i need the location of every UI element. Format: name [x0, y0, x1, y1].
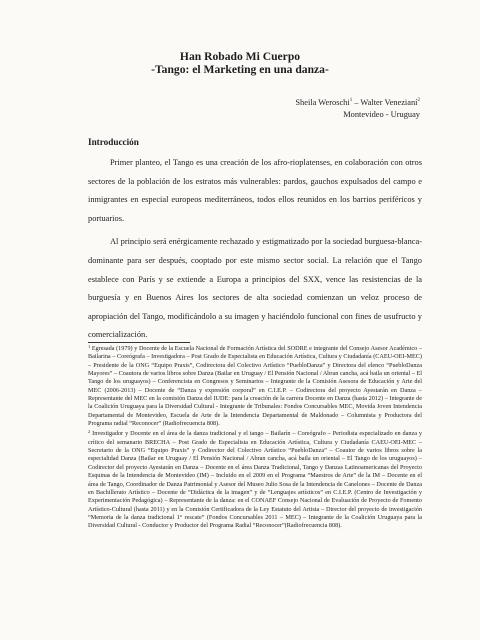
body-text [88, 154, 422, 345]
footnote-mark: 1 [88, 344, 91, 349]
author-block [295, 95, 420, 121]
footnote-text: Egresada (1979) y Docente de la Escuela Nacional de Formación Artística del SODRE e integrante del Consejo Asesor Académico – Bailarina – Coreógrafa – Investigadora – Post Grado de Especialista en Educación Artística, Cultura y Ciudadanía (CAEU-OEI-MEC) – Presidente de la ONG “Equipo Praxis”, Codirectora del Colectivo Artístico “PuebloDanza” y Directora del elenco “PuebloDanza Mayores” – Coautora de varios libros sobre Danza (Bailar en Uruguay / El Pensión Nacional / Abran cancha, acá baila un oriental – El Tango de los uruguayos) – Conferencista en Congresos y Seminarios – Integrante de la Comisión Asesora de Educación y Arte del MEC (2006-2013) – Docente de “Danza y expresión corporal” en C.I.E.P. – Codirectora del proyecto Ayestarán en Danza – Representante del MEC en la comisión Danza del IUDE: para la creación de la carrera Docente en Danza (hasta 2012) – Integrante de la Coalición Uruguaya para la Diversidad Cultural - Integrante de Tribunales: Fondos Concursables MEC, Movida Joven Intendencia Departamental de Montevideo, Escuela de Arte de la Intendencia Departamental de Maldonado – Columnista y Productora del Programa radial “Reconocer” (Radiofrecuencia 808). [88, 345, 422, 428]
footnote-mark: 2 [88, 429, 91, 435]
footnote-ref: 2 [417, 98, 420, 103]
footnotes [88, 345, 422, 533]
footnote-ref: 1 [349, 98, 353, 103]
section-heading: Introducción [88, 137, 139, 147]
paragraph: Al principio será enérgicamente rechazado y estigmatizado por la sociedad burguesa-blanca-dominante para ser después, cooptado por este mismo sector social. La relación que el Tango establece con París y se extiende a Europa a principios del SXX, vence las resistencias de la burguesía y en Buenos Aires los sectores de alta sociedad comienzan un veloz proceso de apropiación del Tango, modificándolo a su imagen y haciéndolo funcional con fines de usufructo y comercialización. [88, 237, 422, 340]
author-name: Walter Venezianí [360, 97, 418, 107]
author-name: Sheila Weroschi [295, 97, 350, 107]
author-line [295, 95, 420, 109]
title-block [0, 50, 480, 76]
footnote [88, 430, 422, 530]
document-title: Han Robado Mi Cuerpo [179, 50, 301, 63]
footnote-divider [88, 342, 190, 343]
paragraph: Primer planteo, el Tango es una creación de los afro-rioplatenses, en colaboración con otros sectores de la población de los estratos más vulnerables: pardos, gauchos expulsados del campo e inmigrantes en especial europeos mediterráneos, todos ellos reunidos en los barrios periféricos y portuarios. [88, 158, 422, 223]
author-location: Montevideo - Uruguay [343, 109, 420, 119]
footnote-text: Investigador y Docente en el área de la danza tradicional y el tango – Bailarín – Coreógrafo – Periodista especializado en danza y crítico del semanario BRECHA – Post Grado de Especialista en Educación Artística, Cultura y Ciudadanía CAEU-OEI-MEC – Secretario de la ONG “Equipo Praxis” y Codirector del Colectivo Artístico “PuebloDanza” – Coautor de varios libros sobre la especialidad Danza (Bailar en Uruguay / El Pensión Nacional / Abran cancha, acá baila un oriental – El Tango de los uruguayos) – Codirector del proyecto Ayestarán en Danza – Docente en el área Danza Tradicional, Tango y Danzas Latinoamericanas del Proyecto Esquinas de la Intendencia de Montevideo (IM) – Incluido en el 2009 en el Programa “Maestros de Arte” de la IM – Docente en el área de Tango, Coordinador de Danza Patrimonial y Asesor del Museo Julio Sosa de la Intendencia de Canelones – Docente de Danza en Bachillerato Artístico – Docente de “Didáctica de la imagen” y de “Lenguajes artísticos” en C.I.E.P. (Centro de Investigación y Experimentación Pedagógica) – Representante de la danza: en el CONAEF Consejo Nacional de Evaluación de Proyecto de Fomento Artístico-Cultural (hasta 2011) y en la Comisión Certificadora de la Ley Estatuto del Artista – Director del proyecto de investigación “Memoria de la danza tradicional 1° rescate” (Fondos Concursables 2011 – MEC) – Integrante de la Coalición Uruguaya para la Diversidad Cultural - Conductor y Productor del Programa Radial “Reconocer”(Radiofrecuencia 808). [88, 430, 422, 530]
document-subtitle: -Tango: el Marketing en una danza- [151, 63, 329, 76]
author-separator: – [352, 97, 361, 107]
footnote [88, 345, 422, 428]
